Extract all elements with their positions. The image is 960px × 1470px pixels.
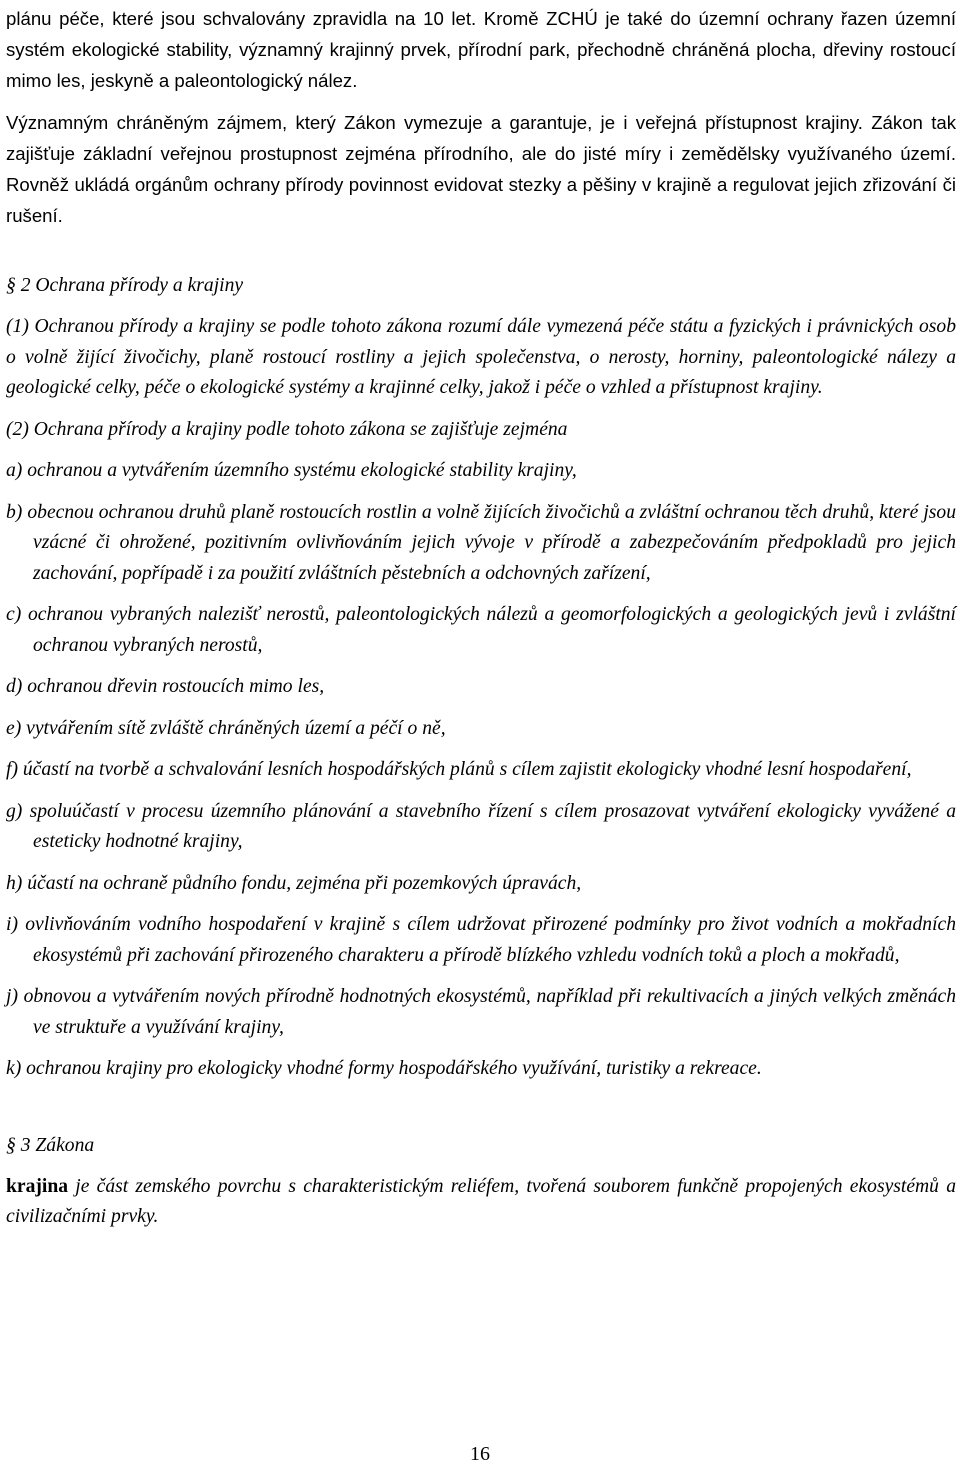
list-item-k: k) ochranou krajiny pro ekologicky vhodné formy hospodářského využívání, turistiky a rekreace. xyxy=(6,1058,762,1079)
section-3-heading: § 3 Zákona xyxy=(6,1134,95,1156)
list-item-i: i) ovlivňováním vodního hospodaření v krajině s cílem udržovat přirozené podmínky pro život vodních a mokřadních ekosystémů při zachování přirozeného charakteru a přírodě blízkého vzhledu vodních toků a ploch a mokřadů, xyxy=(6,914,956,966)
list-item-j: j) obnovou a vytvářením nových přírodně hodnotných ekosystémů, například při rekultivacích a jiných velkých změnách ve struktuře a využívání krajiny, xyxy=(6,986,956,1038)
list-item-c: c) ochranou vybraných nalezišť nerostů, paleontologických nálezů a geomorfologických a geologických jevů i zvláštní ochranou vybraných nerostů, xyxy=(6,604,956,656)
section-3-definition xyxy=(6,1172,956,1233)
list-item-h: h) účastí na ochraně půdního fondu, zejména při pozemkových úpravách, xyxy=(6,872,582,894)
definition-text: je část zemského povrchu s charakteristickým reliéfem, tvořená souborem funkčně propojených ekosystémů a civilizačními prvky. xyxy=(6,1175,956,1227)
section-2-paragraph-2: (2) Ochrana přírody a krajiny podle tohoto zákona se zajišťuje zejména xyxy=(6,418,568,440)
defined-term: krajina xyxy=(6,1175,69,1197)
document-page xyxy=(6,0,956,1233)
list-item-a: a) ochranou a vytvářením územního systému ekologické stability krajiny, xyxy=(6,460,577,481)
section-2-heading: § 2 Ochrana přírody a krajiny xyxy=(6,275,244,296)
list-item-f: f) účastí na tvorbě a schvalování lesních hospodářských plánů s cílem zajistit ekologicky vhodné lesní hospodaření, xyxy=(6,759,912,780)
intro-paragraph-1: plánu péče, které jsou schvalovány zpravidla na 10 let. Kromě ZCHÚ je také do územní ochrany řazen územní systém ekologické stability, významný krajinný prvek, přírodní park, přechodně chráněná plocha, dřeviny rostoucí mimo les, jeskyně a paleontologický nález. xyxy=(6,8,956,91)
page-number: 16 xyxy=(470,1443,490,1465)
list-item-b: b) obecnou ochranou druhů planě rostoucích rostlin a volně žijících živočichů a zvláštní ochranou těch druhů, které jsou vzácné či ohrožené, pozitivním ovlivňováním jejich vývoje v přírodě a zabezpečováním předpokladů pro jejich zachování, popřípadě i za použití zvláštních pěstebních a odchovných zařízení, xyxy=(6,501,956,584)
intro-paragraph-2: Významným chráněným zájmem, který Zákon vymezuje a garantuje, je i veřejná přístupnost krajiny. Zákon tak zajišťuje základní veřejnou prostupnost zejména přírodního, ale do jisté míry i zemědělsky využívaného území. Rovněž ukládá orgánům ochrany přírody povinnost evidovat stezky a pěšiny v krajině a regulovat jejich zřizování či rušení. xyxy=(6,112,956,226)
section-2-paragraph-1: (1) Ochranou přírody a krajiny se podle tohoto zákona rozumí dále vymezená péče státu a fyzických i právnických osob o volně žijící živočichy, planě rostoucí rostliny a jejich společenstva, o nerosty, horniny, paleontologické nálezy a geologické celky, péče o ekologické systémy a krajinné celky, jakož i péče o vzhled a přístupnost krajiny. xyxy=(6,316,956,398)
list-item-g: g) spoluúčastí v procesu územního plánování a stavebního řízení s cílem prosazovat vytváření ekologicky vyvážené a esteticky hodnotné krajiny, xyxy=(6,800,956,852)
list-item-e: e) vytvářením sítě zvláště chráněných území a péčí o ně, xyxy=(6,717,446,739)
list-item-d: d) ochranou dřevin rostoucích mimo les, xyxy=(6,676,325,697)
